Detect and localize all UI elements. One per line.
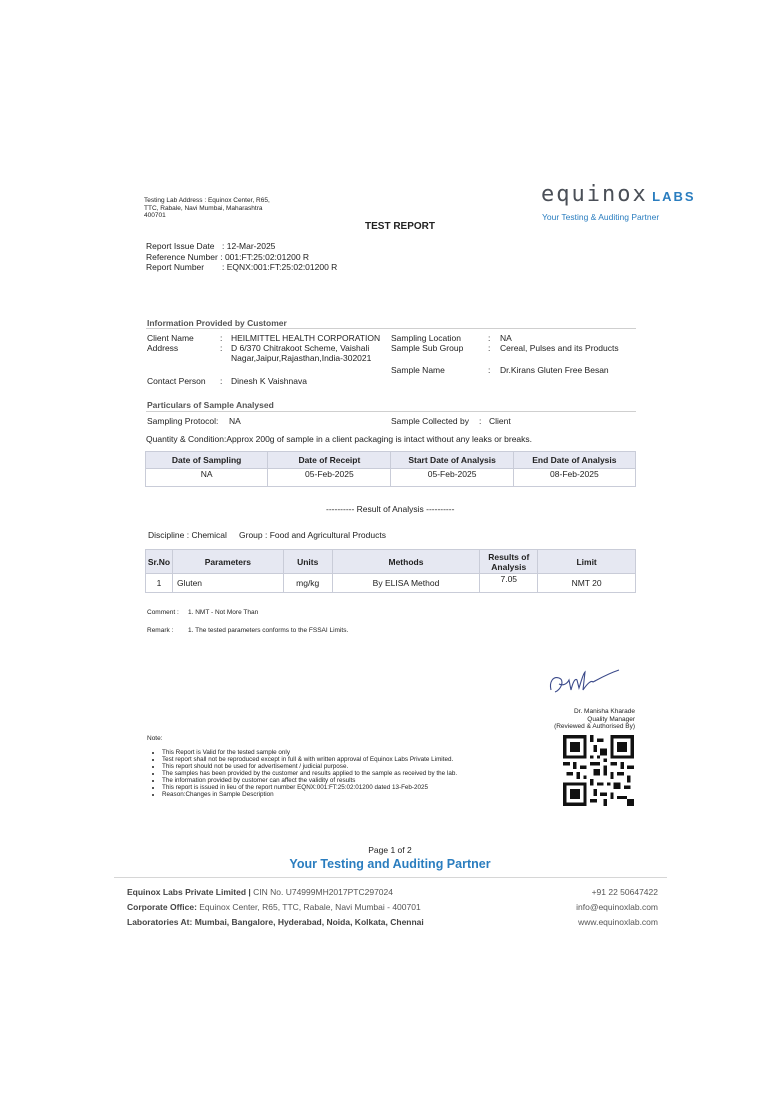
client-name: HEILMITTEL HEALTH CORPORATION (231, 333, 381, 343)
remark-text: 1. The tested parameters conforms to the FSSAI Limits. (188, 627, 349, 634)
collected-by: Client (489, 416, 511, 426)
signatory-note: (Reviewed & Authorised By) (554, 723, 635, 730)
meta-row-issue-date: Report Issue Date : 12-Mar-2025 (146, 241, 276, 251)
company-logo (541, 182, 696, 207)
quantity-condition: Quantity & Condition:Approx 200g of sample in a client packaging is intact without any leaks or breaks. (146, 434, 533, 444)
list-item: • The samples has been provided by the customer and results applied to the sample as received by the lab. (162, 770, 548, 777)
sampling-location: NA (500, 333, 512, 343)
sampling-protocol: NA (229, 416, 241, 426)
results-table (145, 549, 636, 593)
dates-table (145, 451, 636, 487)
footer-labs: Laboratories At: Mumbai, Bangalore, Hyderabad, Noida, Kolkata, Chennai (127, 917, 424, 927)
list-item: • Reason:Changes in Sample Description (162, 791, 548, 798)
address-label: Address (147, 343, 179, 353)
lab-address: Testing Lab Address : Equinox Center, R65, TTC, Rabale, Navi Mumbai, Maharashtra 400701 (144, 197, 270, 219)
report-title: TEST REPORT (365, 221, 436, 232)
list-item: • This report should not be used for advertisement / judicial purpose. (162, 763, 548, 770)
footer-divider (114, 877, 667, 878)
signatory-title: Quality Manager (587, 715, 635, 723)
sample-name: Dr.Kirans Gluten Free Besan (500, 365, 609, 375)
client-name-label: Client Name (147, 333, 194, 343)
footer-email[interactable]: info@equinoxlab.com (576, 902, 658, 912)
notes-list (148, 749, 548, 798)
divider (146, 411, 636, 412)
discipline: Discipline : Chemical (148, 530, 227, 540)
notes-label: Note: (147, 735, 163, 742)
sample-section-title: Particulars of Sample Analysed (147, 400, 274, 410)
sampling-protocol-label: Sampling Protocol: (147, 416, 219, 426)
result-heading: ---------- Result of Analysis ---------- (326, 504, 455, 514)
contact-label: Contact Person (147, 376, 206, 386)
results-header: Limit (538, 550, 636, 574)
comment-label: Comment : (147, 609, 179, 616)
table-row (146, 574, 636, 593)
logo-labs: LABS (652, 189, 696, 204)
sampling-location-label: Sampling Location (391, 333, 461, 343)
partner-tagline: Your Testing and Auditing Partner (289, 857, 491, 871)
sample-sub-group-label: Sample Sub Group (391, 343, 464, 353)
footer-corporate: Corporate Office: Equinox Center, R65, TTC, Rabale, Navi Mumbai - 400701 (127, 902, 421, 912)
results-header: Parameters (172, 550, 283, 574)
footer-website[interactable]: www.equinoxlab.com (578, 917, 658, 927)
footer-company: Equinox Labs Private Limited | CIN No. U74999MH2017PTC297024 (127, 887, 393, 897)
results-header: Results of Analysis (480, 550, 538, 574)
dates-header: Date of Receipt (268, 452, 391, 469)
dates-cell: 08-Feb-2025 (513, 469, 635, 487)
footer-phone: +91 22 50647422 (591, 887, 658, 897)
result-sr: 1 (146, 574, 173, 593)
remark-label: Remark : (147, 627, 174, 634)
result-unit: mg/kg (283, 574, 332, 593)
page-number: Page 1 of 2 (368, 845, 412, 855)
collected-by-label: Sample Collected by (391, 416, 469, 426)
result-method: By ELISA Method (332, 574, 480, 593)
dates-cell: NA (146, 469, 268, 487)
report-meta (146, 241, 337, 273)
group: Group : Food and Agricultural Products (239, 530, 386, 540)
sample-sub-group: Cereal, Pulses and its Products (500, 343, 619, 353)
meta-row-reference: Reference Number : 001:FT:25:02:01200 R (146, 251, 310, 262)
signatory-name: Dr. Manisha Kharade (573, 708, 635, 715)
dates-header: Date of Sampling (146, 452, 268, 469)
dates-cell: 05-Feb-2025 (391, 469, 513, 487)
results-header: Units (283, 550, 332, 574)
signature-image (545, 662, 625, 698)
result-value: 7.05 (480, 574, 538, 593)
results-header: Methods (332, 550, 480, 574)
logo-tagline: Your Testing & Auditing Partner (542, 212, 660, 222)
sample-name-label: Sample Name (391, 365, 445, 375)
list-item: • This report is issued in lieu of the report number EQNX:001:FT:25:02:01200 dated 13-Feb-2025 (162, 784, 548, 791)
dates-cell: 05-Feb-2025 (268, 469, 391, 487)
meta-row-report-number: Report Number : EQNX:001:FT:25:02:01200 R (146, 262, 338, 272)
list-item: • Test report shall not be reproduced except in full & with written approval of Equinox Labs Private Limited. (162, 756, 548, 763)
contact-person: Dinesh K Vaishnava (231, 376, 307, 386)
result-limit: NMT 20 (538, 574, 636, 593)
logo-wordmark: equinox (541, 182, 648, 207)
results-header: Sr.No (146, 550, 173, 574)
divider (146, 328, 636, 329)
qr-code (563, 735, 634, 806)
dates-header: End Date of Analysis (513, 452, 635, 469)
list-item: • This Report is Valid for the tested sample only (162, 749, 548, 756)
dates-header: Start Date of Analysis (391, 452, 513, 469)
result-parameter: Gluten (172, 574, 283, 593)
client-address: D 6/370 Chitrakoot Scheme, Vaishali Nagar,Jaipur,Rajasthan,India-302021 (231, 343, 372, 363)
comment-text: 1. NMT - Not More Than (188, 609, 259, 616)
signatory-block (540, 708, 635, 731)
customer-section-title: Information Provided by Customer (147, 318, 287, 328)
list-item: • The information provided by customer can affect the validity of results (162, 777, 548, 784)
